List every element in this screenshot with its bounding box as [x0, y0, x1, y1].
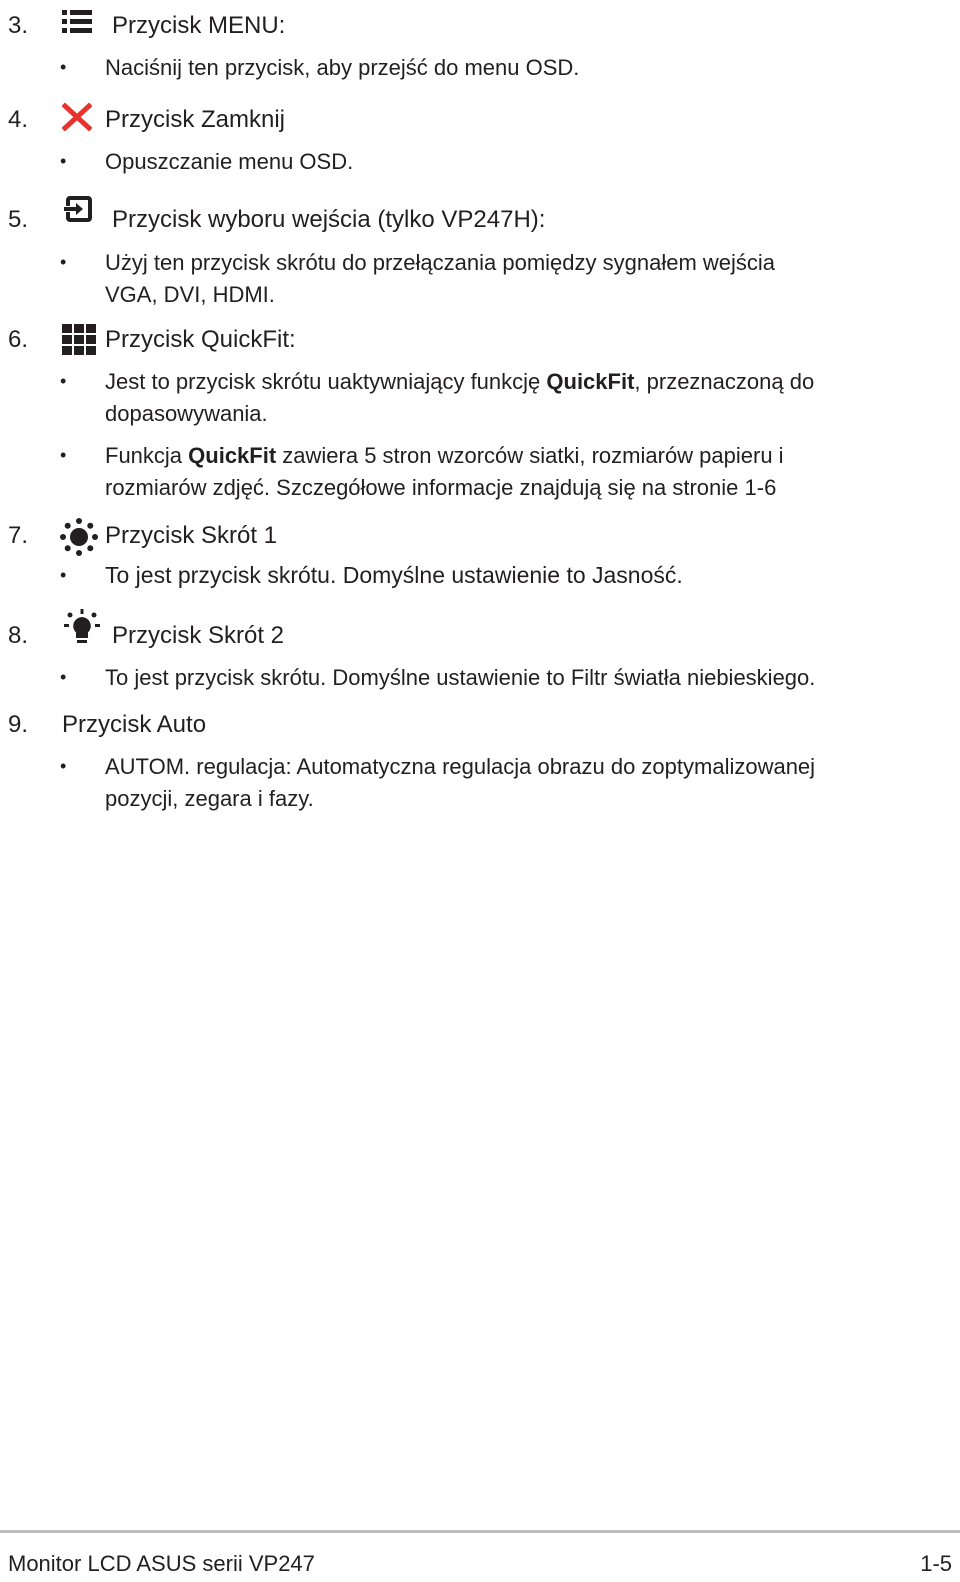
bullet-text-line1: Funkcja QuickFit zawiera 5 stron wzorców siatki, rozmiarów papieru i	[105, 443, 784, 468]
item-title: Przycisk Skrót 1	[105, 522, 278, 549]
bullet-dot: •	[60, 667, 67, 687]
bullet-dot: •	[60, 252, 67, 272]
item-title: Przycisk QuickFit:	[105, 326, 296, 353]
bullet-text: Naciśnij ten przycisk, aby przejść do menu OSD.	[105, 55, 580, 80]
item-number: 8.	[8, 622, 29, 649]
bullet-text-line2: pozycji, zegara i fazy.	[105, 786, 314, 811]
item-title: Przycisk Auto	[62, 711, 207, 738]
bullet-dot: •	[60, 756, 67, 776]
item-number: 6.	[8, 326, 29, 353]
blue-light-bulb-icon	[62, 608, 102, 648]
bullet-text-line1: Użyj ten przycisk skrótu do przełączania pomiędzy sygnałem wejścia	[105, 250, 776, 275]
bullet-text-line2: VGA, DVI, HDMI.	[105, 282, 275, 307]
footer-divider	[0, 1530, 960, 1533]
item-title: Przycisk wyboru wejścia (tylko VP247H):	[112, 206, 546, 233]
bullet-dot: •	[60, 445, 67, 465]
input-select-icon	[62, 194, 94, 224]
close-x-icon	[62, 103, 92, 131]
bullet-text-line1: Jest to przycisk skrótu uaktywniający funkcję QuickFit, przeznaczoną do	[105, 369, 815, 394]
bullet-text: Opuszczanie menu OSD.	[105, 149, 354, 174]
quickfit-bold: QuickFit	[188, 443, 277, 468]
bullet-dot: •	[60, 371, 67, 391]
bullet-text-line2: rozmiarów zdjęć. Szczegółowe informacje znajdują się na stronie 1-6	[105, 475, 777, 500]
item-title: Przycisk Skrót 2	[112, 622, 285, 649]
item-number: 9.	[8, 711, 29, 738]
brightness-sun-icon	[60, 518, 98, 556]
bullet-text: To jest przycisk skrótu. Domyślne ustawienie to Jasność.	[105, 562, 683, 588]
item-title: Przycisk Zamknij	[105, 106, 286, 133]
bullet-dot: •	[60, 57, 67, 77]
bullet-text: To jest przycisk skrótu. Domyślne ustawienie to Filtr światła niebieskiego.	[105, 665, 816, 690]
bullet-text-line1: AUTOM. regulacja: Automatyczna regulacja obrazu do zoptymalizowanej	[105, 754, 816, 779]
footer-title: Monitor LCD ASUS serii VP247	[8, 1551, 315, 1576]
quickfit-bold: QuickFit	[546, 369, 635, 394]
page-number: 1-5	[920, 1551, 952, 1576]
item-number: 4.	[8, 106, 29, 133]
bullet-dot: •	[60, 151, 67, 171]
menu-list-icon	[62, 9, 92, 35]
bullet-dot: •	[60, 565, 67, 585]
item-number: 3.	[8, 12, 29, 39]
item-number: 7.	[8, 522, 29, 549]
bullet-text-line2: dopasowywania.	[105, 401, 268, 426]
item-number: 5.	[8, 206, 29, 233]
item-title: Przycisk MENU:	[112, 12, 286, 39]
quickfit-grid-icon	[62, 324, 96, 356]
